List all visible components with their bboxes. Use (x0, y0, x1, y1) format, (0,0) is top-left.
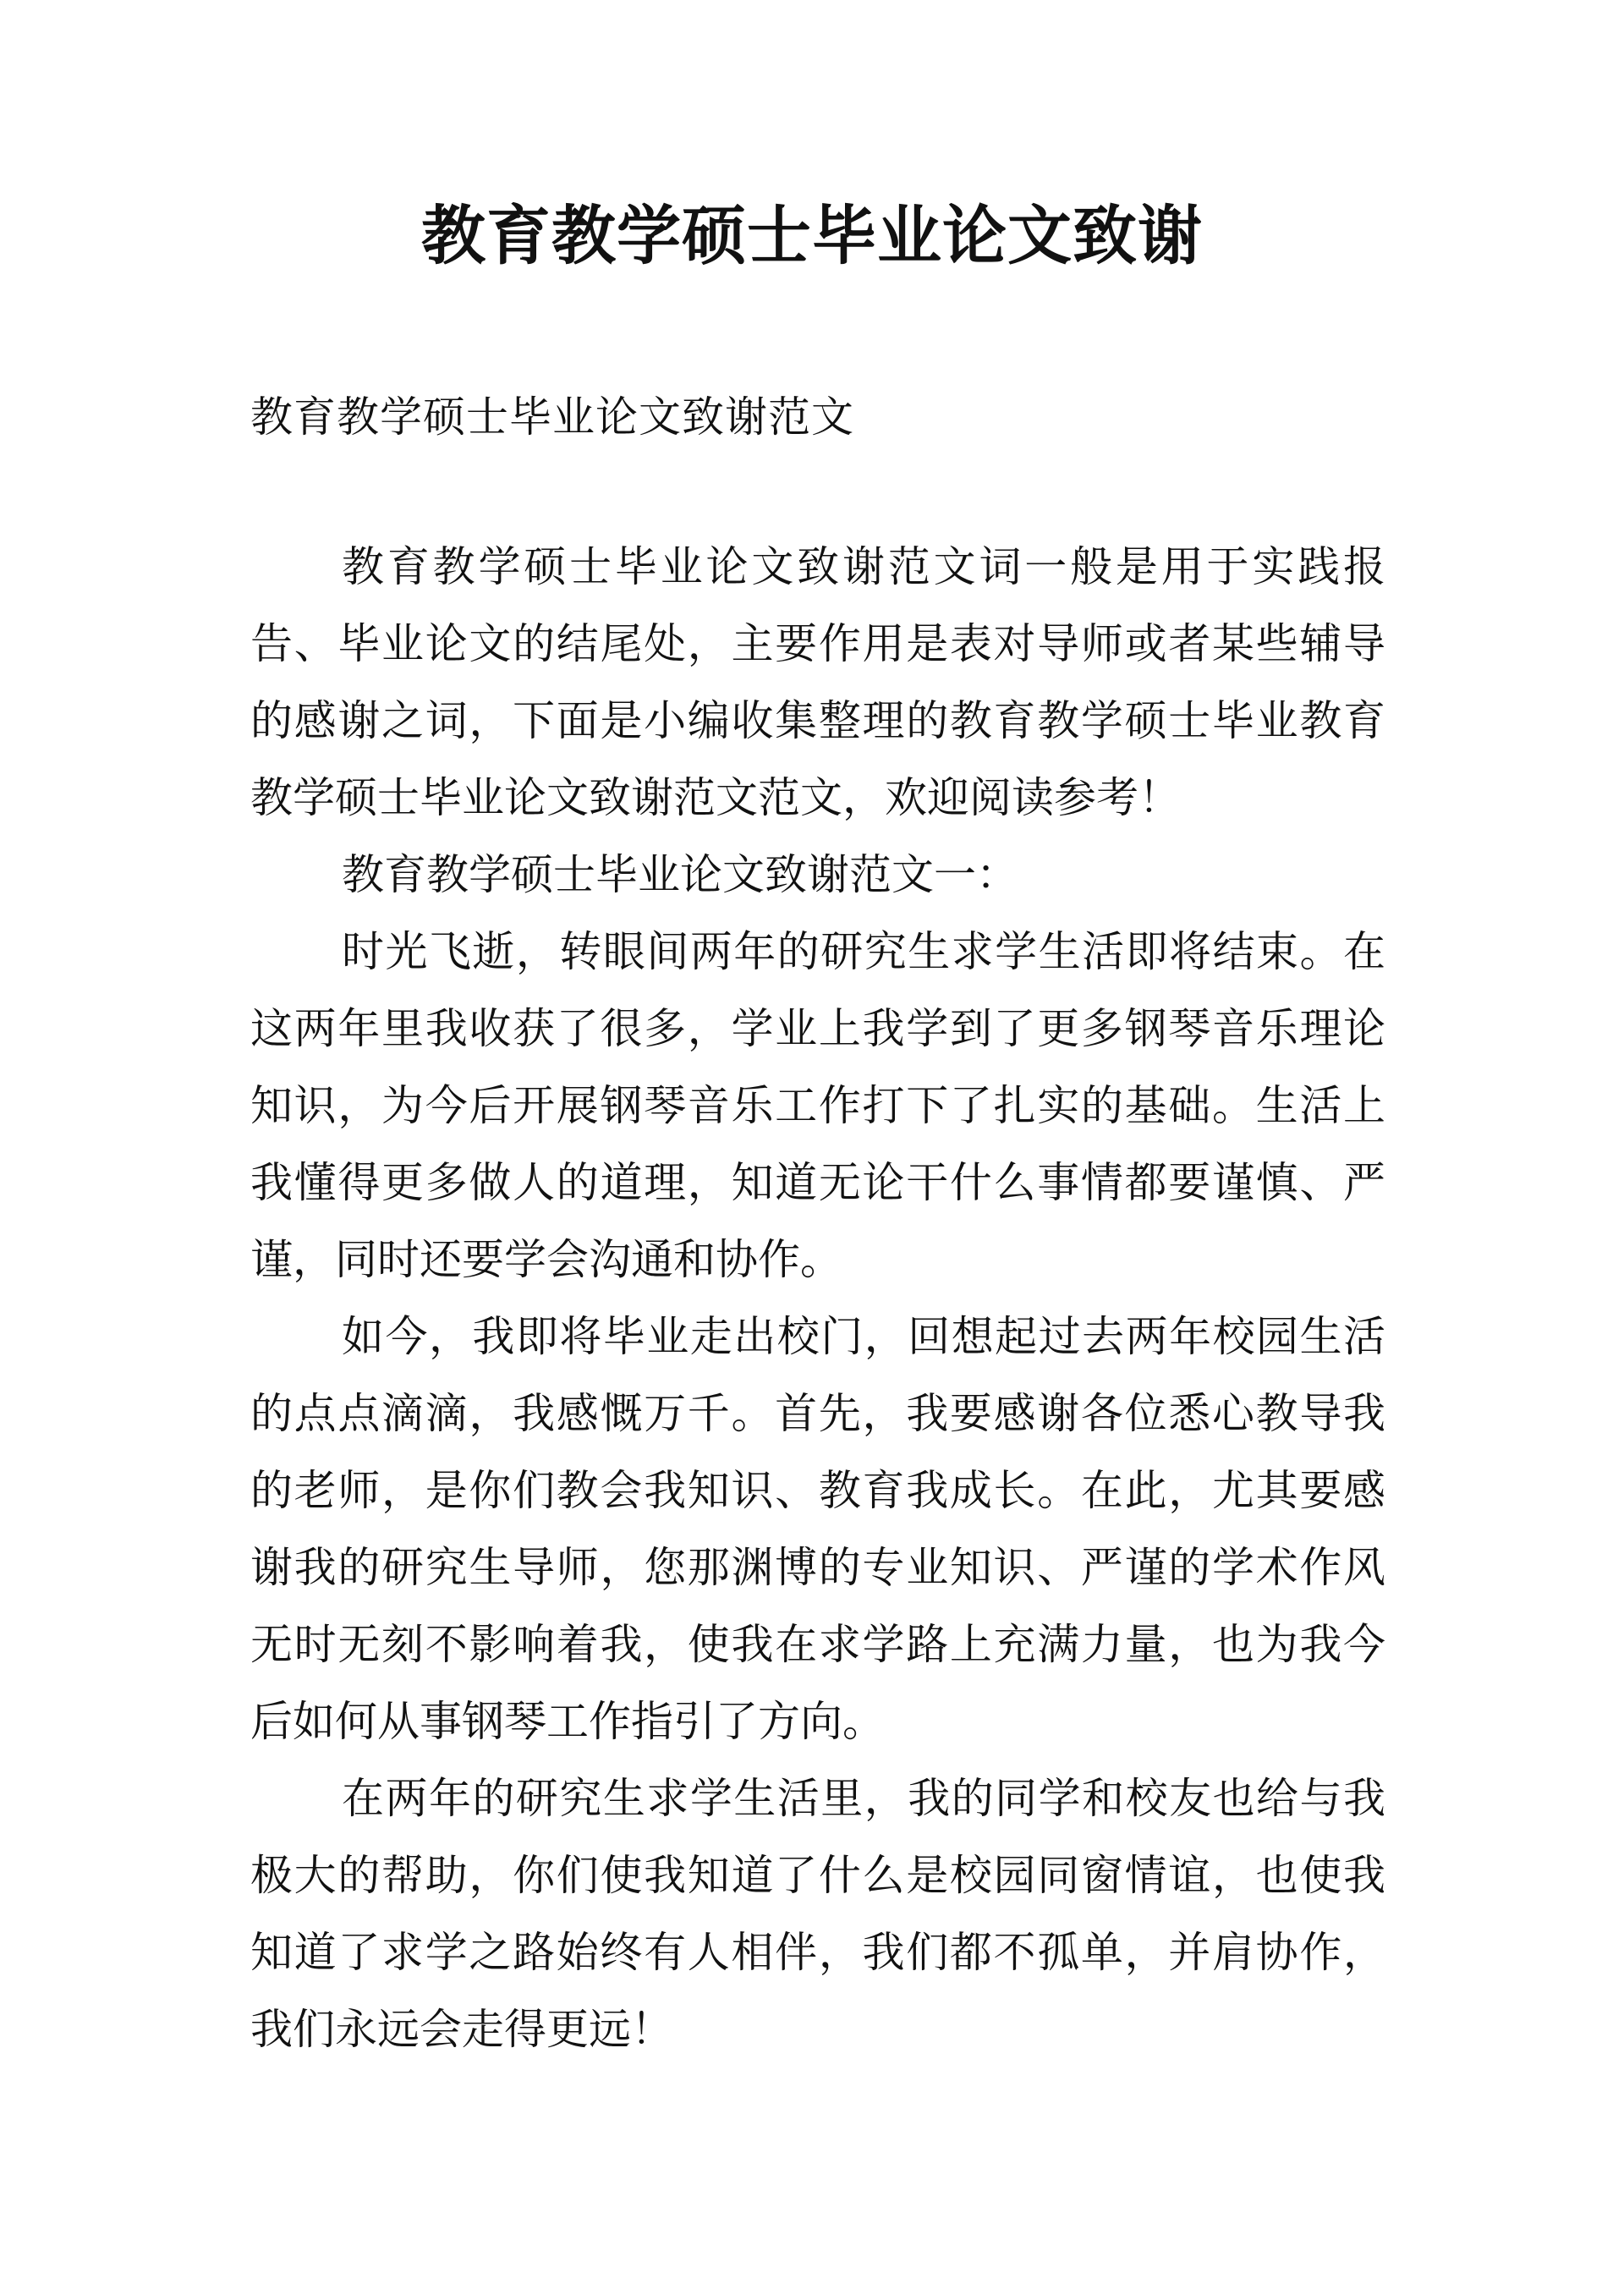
paragraph-line: 知识，为今后开展钢琴音乐工作打下了扎实的基础。生活上 (250, 1081, 1385, 1130)
document-body (250, 529, 1385, 2068)
paragraph-line: 的老师，是你们教会我知识、教育我成长。在此，尤其要感 (250, 1466, 1385, 1515)
paragraph (250, 1760, 1385, 2068)
paragraph-line: 这两年里我收获了很多，学业上我学到了更多钢琴音乐理论 (250, 1004, 1385, 1053)
paragraph (250, 529, 1385, 837)
paragraph-line: 的感谢之词，下面是小编收集整理的教育教学硕士毕业教育 (250, 696, 1385, 745)
paragraph-line: 谨，同时还要学会沟通和协作。 (250, 1235, 842, 1284)
document-title: 教育教学硕士毕业论文致谢 (421, 198, 1203, 273)
paragraph (250, 914, 1385, 1298)
paragraph-line: 教学硕士毕业论文致谢范文范文，欢迎阅读参考！ (250, 773, 1181, 822)
paragraph-line: 极大的帮助，你们使我知道了什么是校园同窗情谊，也使我 (250, 1851, 1385, 1900)
paragraph (250, 1298, 1385, 1760)
document-subtitle: 教育教学硕士毕业论文致谢范文 (250, 393, 854, 442)
paragraph-line: 告、毕业论文的结尾处，主要作用是表对导师或者某些辅导 (250, 619, 1385, 668)
paragraph-line: 我们永远会走得更远！ (250, 2005, 673, 2054)
paragraph-line: 教育教学硕士毕业论文致谢范文一： (342, 850, 1018, 899)
paragraph-line: 后如何从事钢琴工作指引了方向。 (250, 1697, 885, 1746)
paragraph-line: 我懂得更多做人的道理，知道无论干什么事情都要谨慎、严 (250, 1158, 1385, 1207)
paragraph-line: 谢我的研究生导师，您那渊博的专业知识、严谨的学术作风 (250, 1543, 1385, 1592)
paragraph-line: 无时无刻不影响着我，使我在求学路上充满力量，也为我今 (250, 1620, 1385, 1669)
paragraph-line: 时光飞逝，转眼间两年的研究生求学生活即将结束。在 (342, 927, 1385, 976)
paragraph-line: 的点点滴滴，我感慨万千。首先，我要感谢各位悉心教导我 (250, 1389, 1385, 1438)
paragraph-line: 知道了求学之路始终有人相伴，我们都不孤单，并肩协作， (250, 1928, 1385, 1977)
paragraph-line: 教育教学硕士毕业论文致谢范文词一般是用于实践报 (342, 542, 1385, 591)
paragraph (250, 837, 1385, 914)
paragraph-line: 如今，我即将毕业走出校门，回想起过去两年校园生活 (342, 1312, 1385, 1361)
paragraph-line: 在两年的研究生求学生活里，我的同学和校友也给与我 (342, 1774, 1385, 1823)
